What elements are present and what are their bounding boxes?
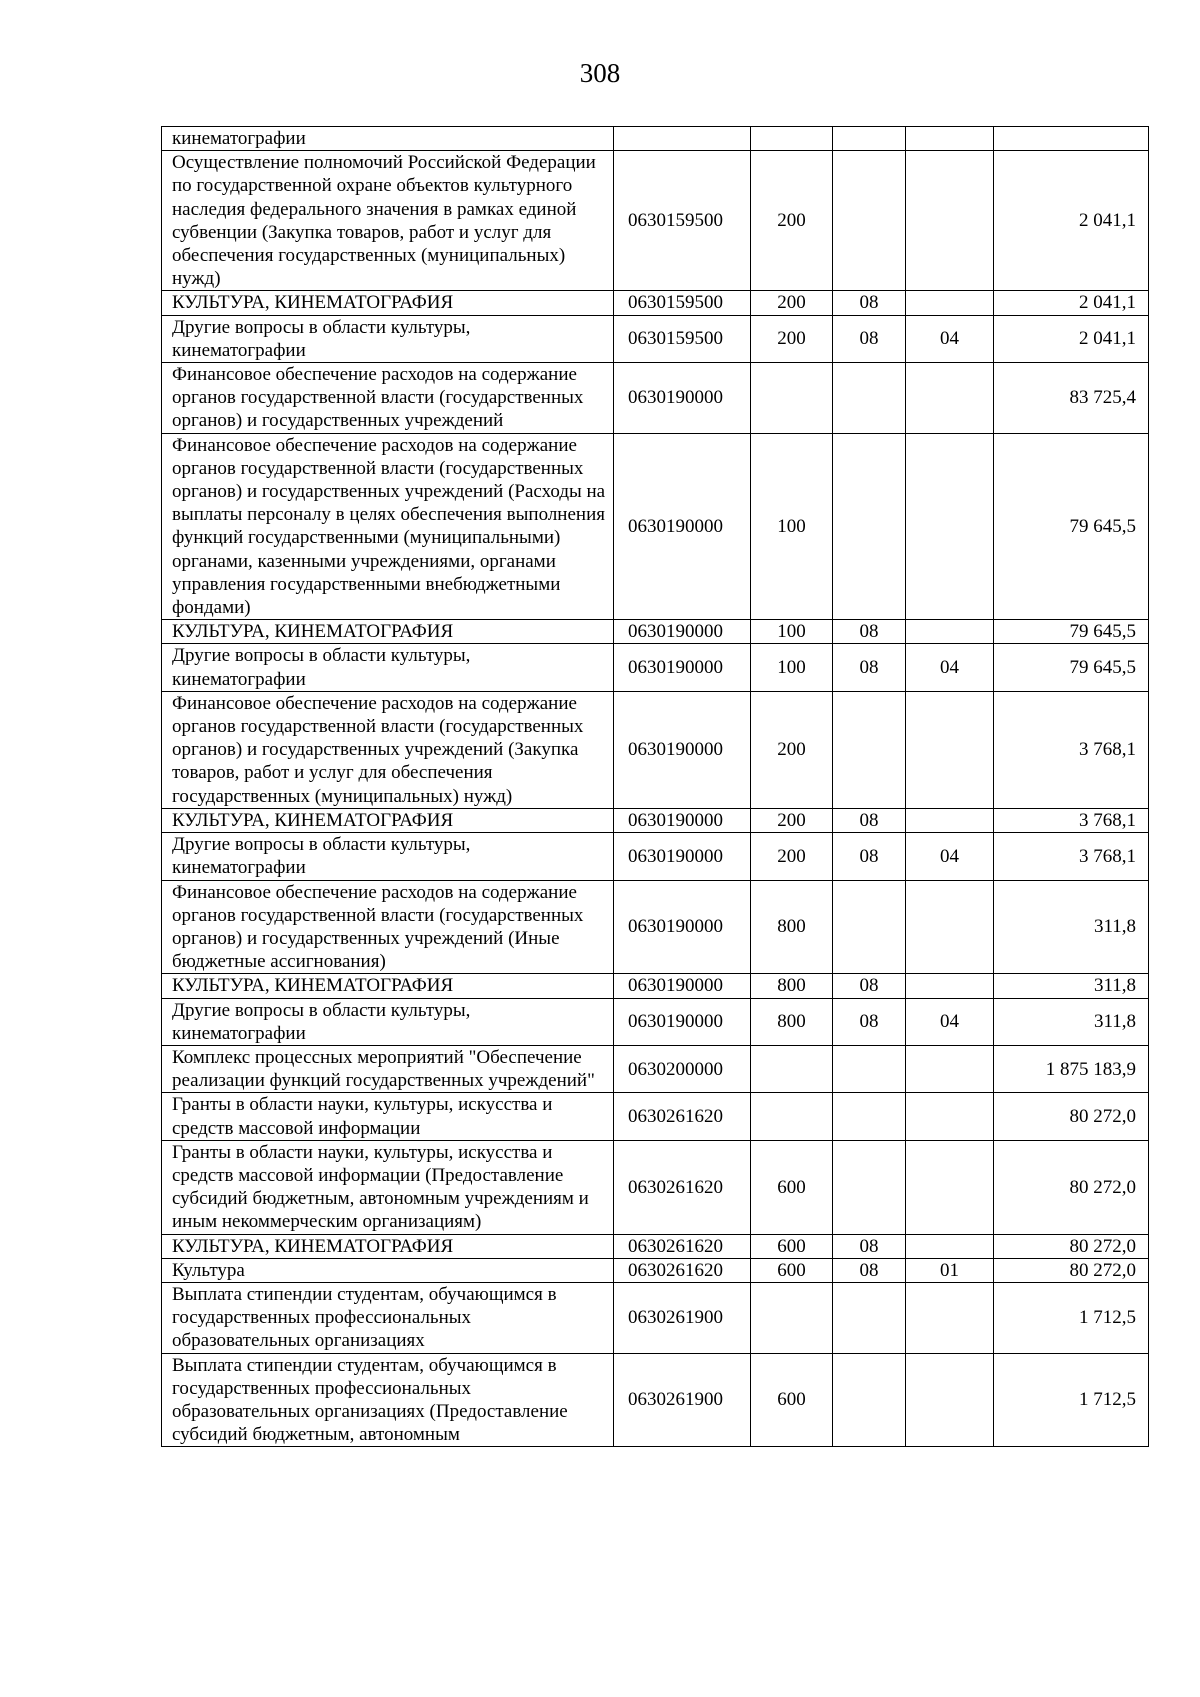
expense-name-cell: КУЛЬТУРА, КИНЕМАТОГРАФИЯ	[162, 291, 614, 315]
expense-name-cell: Гранты в области науки, культуры, искусства и средств массовой информации (Предоставление субсидий бюджетным, автономным учреждениям и иным некоммерческим организациям)	[162, 1140, 614, 1234]
amount-cell: 1 712,5	[994, 1353, 1149, 1447]
amount-cell: 79 645,5	[994, 620, 1149, 644]
target-article-code-cell: 0630190000	[614, 363, 751, 434]
subsection-cell	[906, 127, 994, 151]
amount-cell: 2 041,1	[994, 315, 1149, 362]
target-article-code-cell: 0630190000	[614, 833, 751, 880]
expense-name-cell: Финансовое обеспечение расходов на содержание органов государственной власти (государственных органов) и государственных учреждений	[162, 363, 614, 434]
expense-type-cell: 100	[751, 620, 833, 644]
section-cell	[833, 1353, 906, 1447]
expense-name-cell: Другие вопросы в области культуры, кинематографии	[162, 998, 614, 1045]
expense-type-cell: 800	[751, 974, 833, 998]
expense-name-cell: КУЛЬТУРА, КИНЕМАТОГРАФИЯ	[162, 974, 614, 998]
subsection-cell	[906, 880, 994, 974]
expense-type-cell: 600	[751, 1258, 833, 1282]
table-row	[162, 998, 1149, 1045]
amount-cell: 3 768,1	[994, 691, 1149, 808]
table-row	[162, 620, 1149, 644]
expense-type-cell: 600	[751, 1140, 833, 1234]
table-row	[162, 1234, 1149, 1258]
section-cell	[833, 1140, 906, 1234]
subsection-cell	[906, 974, 994, 998]
table-row	[162, 127, 1149, 151]
amount-cell: 311,8	[994, 998, 1149, 1045]
section-cell	[833, 691, 906, 808]
section-cell: 08	[833, 1234, 906, 1258]
table-row	[162, 880, 1149, 974]
section-cell	[833, 151, 906, 291]
expense-type-cell: 800	[751, 998, 833, 1045]
table-row	[162, 1258, 1149, 1282]
amount-cell: 3 768,1	[994, 808, 1149, 832]
table-row	[162, 974, 1149, 998]
expense-name-cell: Финансовое обеспечение расходов на содержание органов государственной власти (государственных органов) и государственных учреждений (Иные бюджетные ассигнования)	[162, 880, 614, 974]
expense-type-cell: 200	[751, 291, 833, 315]
table-row	[162, 151, 1149, 291]
subsection-cell	[906, 620, 994, 644]
section-cell: 08	[833, 833, 906, 880]
subsection-cell: 04	[906, 833, 994, 880]
amount-cell: 1 712,5	[994, 1282, 1149, 1353]
target-article-code-cell: 0630190000	[614, 808, 751, 832]
section-cell: 08	[833, 974, 906, 998]
amount-cell: 79 645,5	[994, 433, 1149, 620]
subsection-cell	[906, 1353, 994, 1447]
section-cell	[833, 127, 906, 151]
expense-type-cell: 200	[751, 691, 833, 808]
section-cell	[833, 363, 906, 434]
section-cell	[833, 1045, 906, 1092]
expense-name-cell: Культура	[162, 1258, 614, 1282]
table-row	[162, 363, 1149, 434]
section-cell	[833, 1282, 906, 1353]
expense-name-cell: Комплекс процессных мероприятий "Обеспечение реализации функций государственных учреждений"	[162, 1045, 614, 1092]
target-article-code-cell: 0630190000	[614, 974, 751, 998]
target-article-code-cell: 0630190000	[614, 880, 751, 974]
subsection-cell	[906, 1140, 994, 1234]
target-article-code-cell: 0630159500	[614, 291, 751, 315]
subsection-cell: 04	[906, 315, 994, 362]
expense-type-cell	[751, 1282, 833, 1353]
expense-type-cell: 200	[751, 808, 833, 832]
expense-type-cell	[751, 1093, 833, 1140]
target-article-code-cell: 0630261900	[614, 1353, 751, 1447]
amount-cell: 2 041,1	[994, 151, 1149, 291]
target-article-code-cell: 0630159500	[614, 151, 751, 291]
expense-name-cell: Другие вопросы в области культуры, кинематографии	[162, 644, 614, 691]
expense-name-cell: Выплата стипендии студентам, обучающимся в государственных профессиональных образовательных организациях	[162, 1282, 614, 1353]
subsection-cell	[906, 1093, 994, 1140]
expense-type-cell: 200	[751, 833, 833, 880]
expense-name-cell: Финансовое обеспечение расходов на содержание органов государственной власти (государственных органов) и государственных учреждений (Расходы на выплаты персоналу в целях обеспечения выполнения функций государственными (муниципальными) органами, казенными учреждениями, органами управления государственными внебюджетными фондами)	[162, 433, 614, 620]
amount-cell: 311,8	[994, 974, 1149, 998]
subsection-cell	[906, 808, 994, 832]
expense-type-cell: 100	[751, 433, 833, 620]
target-article-code-cell: 0630261620	[614, 1140, 751, 1234]
amount-cell: 79 645,5	[994, 644, 1149, 691]
table-row	[162, 1282, 1149, 1353]
amount-cell: 311,8	[994, 880, 1149, 974]
subsection-cell: 01	[906, 1258, 994, 1282]
amount-cell: 80 272,0	[994, 1093, 1149, 1140]
section-cell: 08	[833, 1258, 906, 1282]
subsection-cell: 04	[906, 998, 994, 1045]
subsection-cell	[906, 291, 994, 315]
table-row	[162, 644, 1149, 691]
expense-type-cell: 200	[751, 315, 833, 362]
section-cell: 08	[833, 998, 906, 1045]
table-row	[162, 291, 1149, 315]
target-article-code-cell: 0630190000	[614, 691, 751, 808]
subsection-cell: 04	[906, 644, 994, 691]
target-article-code-cell	[614, 127, 751, 151]
expense-name-cell: КУЛЬТУРА, КИНЕМАТОГРАФИЯ	[162, 1234, 614, 1258]
expense-name-cell: Выплата стипендии студентам, обучающимся в государственных профессиональных образовательных организациях (Предоставление субсидий бюджетным, автономным	[162, 1353, 614, 1447]
target-article-code-cell: 0630261620	[614, 1258, 751, 1282]
table-row	[162, 433, 1149, 620]
section-cell: 08	[833, 808, 906, 832]
target-article-code-cell: 0630190000	[614, 433, 751, 620]
expense-type-cell: 600	[751, 1353, 833, 1447]
table-row	[162, 315, 1149, 362]
target-article-code-cell: 0630200000	[614, 1045, 751, 1092]
amount-cell	[994, 127, 1149, 151]
expense-name-cell: Осуществление полномочий Российской Федерации по государственной охране объектов культурного наследия федерального значения в рамках единой субвенции (Закупка товаров, работ и услуг для обеспечения государственных (муниципальных) нужд)	[162, 151, 614, 291]
amount-cell: 3 768,1	[994, 833, 1149, 880]
section-cell: 08	[833, 315, 906, 362]
amount-cell: 83 725,4	[994, 363, 1149, 434]
expense-type-cell	[751, 363, 833, 434]
table-row	[162, 1093, 1149, 1140]
subsection-cell	[906, 1282, 994, 1353]
table-row	[162, 691, 1149, 808]
expense-name-cell: кинематографии	[162, 127, 614, 151]
target-article-code-cell: 0630159500	[614, 315, 751, 362]
expense-type-cell	[751, 127, 833, 151]
target-article-code-cell: 0630261620	[614, 1093, 751, 1140]
target-article-code-cell: 0630261900	[614, 1282, 751, 1353]
budget-table-body	[162, 127, 1149, 1447]
table-row	[162, 1353, 1149, 1447]
amount-cell: 1 875 183,9	[994, 1045, 1149, 1092]
amount-cell: 80 272,0	[994, 1258, 1149, 1282]
expense-name-cell: Другие вопросы в области культуры, кинематографии	[162, 315, 614, 362]
table-row	[162, 1140, 1149, 1234]
expense-name-cell: Гранты в области науки, культуры, искусства и средств массовой информации	[162, 1093, 614, 1140]
subsection-cell	[906, 433, 994, 620]
table-row	[162, 808, 1149, 832]
amount-cell: 80 272,0	[994, 1140, 1149, 1234]
section-cell	[833, 433, 906, 620]
expense-name-cell: КУЛЬТУРА, КИНЕМАТОГРАФИЯ	[162, 620, 614, 644]
target-article-code-cell: 0630261620	[614, 1234, 751, 1258]
subsection-cell	[906, 363, 994, 434]
target-article-code-cell: 0630190000	[614, 644, 751, 691]
expense-type-cell: 100	[751, 644, 833, 691]
expense-name-cell: Другие вопросы в области культуры, кинематографии	[162, 833, 614, 880]
section-cell: 08	[833, 644, 906, 691]
target-article-code-cell: 0630190000	[614, 998, 751, 1045]
expense-type-cell: 800	[751, 880, 833, 974]
table-row	[162, 1045, 1149, 1092]
target-article-code-cell: 0630190000	[614, 620, 751, 644]
subsection-cell	[906, 1045, 994, 1092]
expense-type-cell: 200	[751, 151, 833, 291]
expense-type-cell: 600	[751, 1234, 833, 1258]
amount-cell: 2 041,1	[994, 291, 1149, 315]
subsection-cell	[906, 1234, 994, 1258]
section-cell	[833, 1093, 906, 1140]
subsection-cell	[906, 691, 994, 808]
subsection-cell	[906, 151, 994, 291]
section-cell: 08	[833, 620, 906, 644]
expense-name-cell: Финансовое обеспечение расходов на содержание органов государственной власти (государственных органов) и государственных учреждений (Закупка товаров, работ и услуг для обеспечения государственных (муниципальных) нужд)	[162, 691, 614, 808]
section-cell	[833, 880, 906, 974]
amount-cell: 80 272,0	[994, 1234, 1149, 1258]
table-row	[162, 833, 1149, 880]
section-cell: 08	[833, 291, 906, 315]
expense-name-cell: КУЛЬТУРА, КИНЕМАТОГРАФИЯ	[162, 808, 614, 832]
page-number: 308	[579, 58, 621, 88]
budget-table	[161, 126, 1149, 1447]
expense-type-cell	[751, 1045, 833, 1092]
